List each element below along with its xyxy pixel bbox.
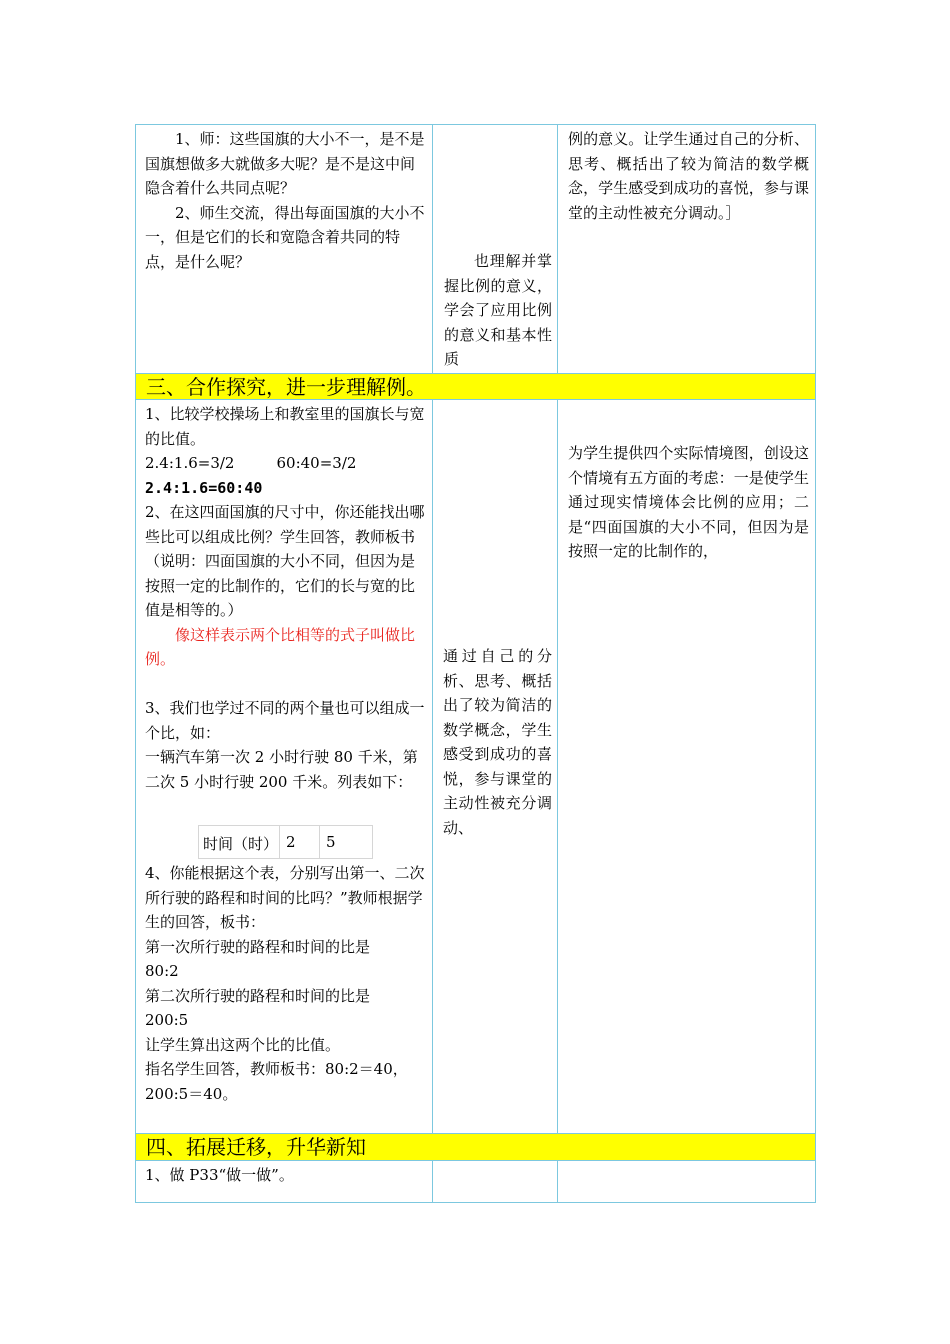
section4-process-cell xyxy=(145,1163,428,1188)
section-heading: 三、合作探究，进一步理解例。 xyxy=(136,374,815,399)
goal-text: 通过自己的分析、思考、概括出了较为简洁的数学概念，学生感受到成功的喜悦，参与课堂的主动性被充分调动、 xyxy=(443,647,552,837)
section3-process-cell-continued xyxy=(145,861,428,1106)
table-cell: 5 xyxy=(326,833,336,851)
time-table xyxy=(198,825,373,859)
paragraph: 第一次所行驶的路程和时间的比是 xyxy=(145,937,371,956)
equation-bold: 2.4:1.6=60:40 xyxy=(145,478,263,497)
goal-text: 也理解并掌握比例的意义，学会了应用比例的意义和基本性质 xyxy=(444,252,552,368)
paragraph: 1、比较学校操场上和教室里的国旗长与宽的比值。 xyxy=(145,405,425,448)
table-cell: 2 xyxy=(286,833,296,851)
section3-intent-cell xyxy=(568,441,809,564)
row1-goal-cell xyxy=(444,249,552,372)
paragraph: 2、在这四面国旗的尺寸中，你还能找出哪些比可以组成比例？学生回答，教师板书（说明：四面国旗的大小不同，但因为是按照一定的比制作的，它们的长与宽的比值是相等的。） xyxy=(145,503,425,619)
paragraph: 4、你能根据这个表，分别写出第一、二次所行驶的路程和时间的比吗？”教师根据学生的回答，板书： xyxy=(145,864,425,931)
paragraph: 80:2 xyxy=(145,962,179,980)
column-divider xyxy=(432,124,433,1203)
paragraph: 200:5 xyxy=(145,1011,189,1029)
intent-text: 例的意义。让学生通过自己的分析、思考、概括出了较为简洁的数学概念，学生感受到成功的喜悦，参与课堂的主动性被充分调动。］ xyxy=(568,130,809,222)
paragraph: 1、师：这些国旗的大小不一，是不是国旗想做多大就做多大呢？是不是这中间隐含着什么共同点呢？ xyxy=(145,130,425,197)
definition-text: 像这样表示两个比相等的式子叫做比例。 xyxy=(145,625,416,668)
intent-text: 为学生提供四个实际情境图，创设这个情境有五方面的考虑：一是使学生通过现实情境体会比例的应用；二是“四面国旗的大小不同，但因为是按照一定的比制作的， xyxy=(568,444,809,560)
paragraph: 一辆汽车第一次 2 小时行驶 80 千米，第二次 5 小时行驶 200 千米。列表如下： xyxy=(145,748,418,791)
row-divider xyxy=(135,399,816,400)
equation-line xyxy=(145,451,428,476)
table-header-cell: 时间（时） xyxy=(203,835,279,853)
equation: 2.4:1.6=3/2 xyxy=(145,454,235,472)
section3-goal-cell xyxy=(443,644,552,840)
paragraph: 让学生算出这两个比的比值。 xyxy=(145,1035,341,1054)
section3-process-cell xyxy=(145,402,428,794)
section-heading: 四、拓展迁移，升华新知 xyxy=(136,1134,815,1160)
column-divider xyxy=(557,124,558,1203)
row-divider xyxy=(135,1160,816,1161)
equation: 60:40=3/2 xyxy=(276,454,357,472)
paragraph: 第二次所行驶的路程和时间的比是 xyxy=(145,986,371,1005)
paragraph: 2、师生交流，得出每面国旗的大小不一，但是它们的长和宽隐含着共同的特点，是什么呢？ xyxy=(145,203,425,271)
paragraph: 1、做 P33“做一做”。 xyxy=(145,1166,294,1184)
row1-intent-cell xyxy=(568,127,809,225)
row1-process-cell xyxy=(145,127,428,274)
paragraph: 3、我们也学过不同的两个量也可以组成一个比，如： xyxy=(145,699,425,742)
paragraph: 指名学生回答，教师板书：80:2＝40，200:5＝40。 xyxy=(145,1060,408,1103)
